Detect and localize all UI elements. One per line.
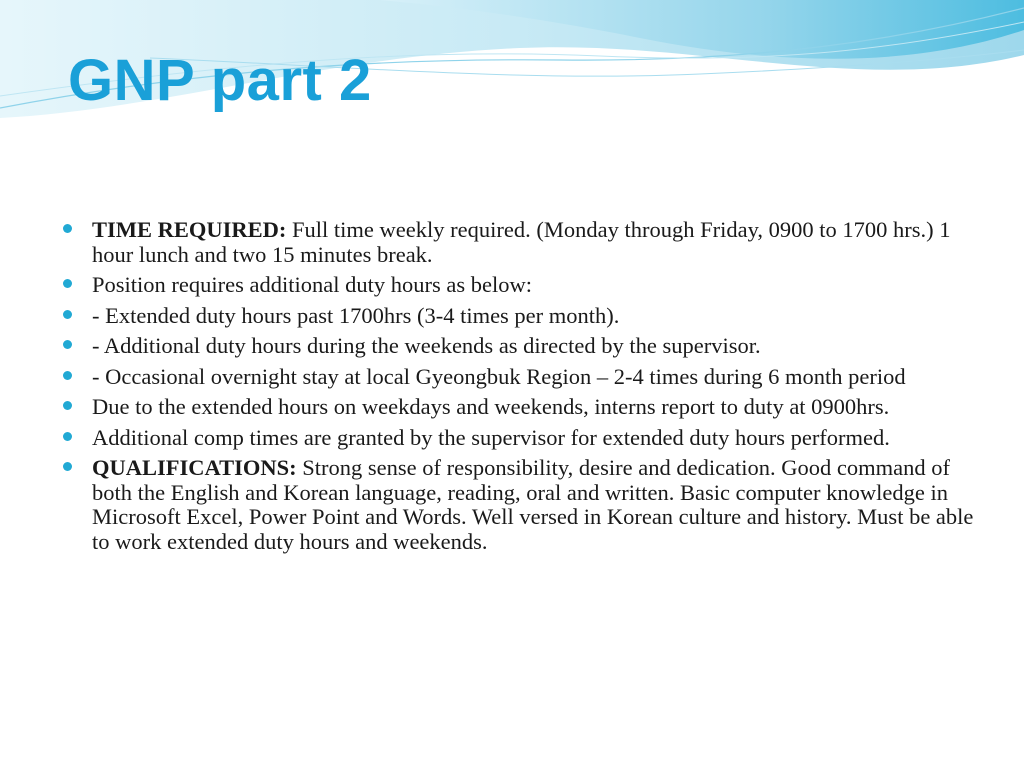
bullet-item-weekend-hours <box>62 334 977 359</box>
bullet-icon <box>63 401 72 410</box>
bullet-item-qualifications <box>62 456 977 554</box>
bullet-item-time-required <box>62 218 977 267</box>
bullet-icon <box>63 279 72 288</box>
bullet-text: Full time weekly required. (Monday through Friday, 0900 to 1700 hrs.) 1 hour lunch and two 15 minutes break. <box>92 217 951 267</box>
bullet-icon <box>63 224 72 233</box>
bullet-label: TIME REQUIRED: <box>92 217 287 242</box>
bullet-icon <box>63 432 72 441</box>
bullet-item-comp-times <box>62 426 977 451</box>
bullet-text: Due to the extended hours on weekdays and weekends, interns report to duty at 0900hrs. <box>92 394 890 419</box>
bullet-text: Position requires additional duty hours as below: <box>92 272 532 297</box>
bullet-item-overnight-stay <box>62 365 977 390</box>
bullet-text: Strong sense of responsibility, desire and dedication. Good command of both the English and Korean language, reading, oral and written. Basic computer knowledge in Microsoft Excel, Power Point and Words. Well versed in Korean culture and history. Must be able to work extended duty hours and weekends. <box>92 455 974 554</box>
bullet-text: - Occasional overnight stay at local Gyeongbuk Region – 2-4 times during 6 month period <box>92 363 906 389</box>
bullet-label: QUALIFICATIONS: <box>92 455 297 480</box>
bullet-icon <box>63 340 72 349</box>
bullet-text: - Additional duty hours during the weekends as directed by the supervisor. <box>92 333 761 358</box>
bullet-item-extended-hours <box>62 304 977 329</box>
slide-title: GNP part 2 <box>68 48 372 113</box>
bullet-text: Additional comp times are granted by the supervisor for extended duty hours performed. <box>92 424 890 450</box>
bullet-text: - Extended duty hours past 1700hrs (3-4 times per month). <box>92 302 620 328</box>
bullet-icon <box>63 371 72 380</box>
bullet-icon <box>63 310 72 319</box>
bullet-item-report-time <box>62 395 977 420</box>
bullet-item-additional-hours <box>62 273 977 298</box>
bullet-icon <box>63 462 72 471</box>
bullet-list <box>62 218 977 560</box>
